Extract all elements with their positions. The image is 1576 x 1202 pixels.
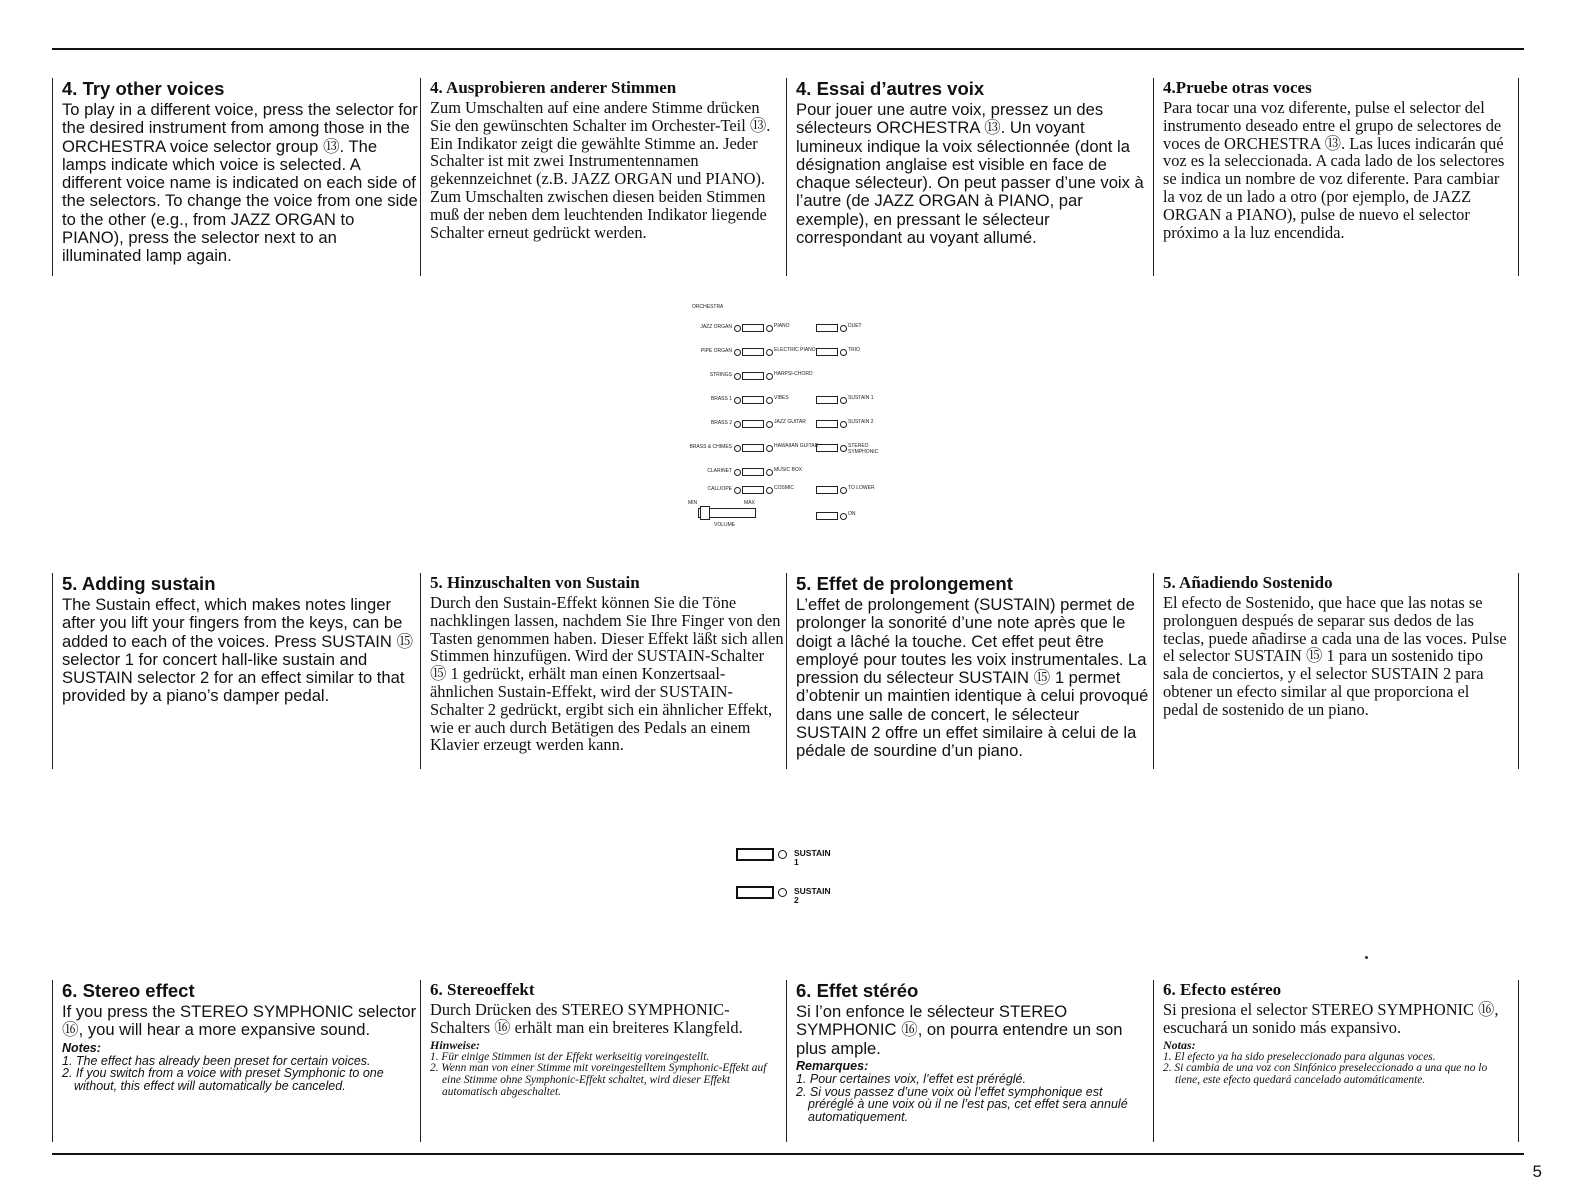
stereo-en-title: 6. Stereo effect: [62, 980, 195, 1001]
lamp-icon: [840, 349, 847, 356]
voice-selector: [742, 324, 764, 332]
stereo-es-notes-title: Notas:: [1163, 1037, 1196, 1052]
stereo-fr-notes-title: Remarques:: [796, 1058, 869, 1073]
voices-de-body: Zum Umschalten auf eine andere Stimme drücken Sie den gewünschten Schalter im Orchester-Teil ⑬. Ein Indikator zeigt die gewählte Stimme an. Jeder Schalter ist mit zwei Instrumentennamen gekennzeichnet (z.B. JAZZ ORGAN und PIANO). Zum Umschalten zwischen diesen beiden Stimmen muß der neben dem leuchtenden Indikator liegende Schalter erneut gedrückt werden.: [430, 98, 771, 242]
voices-fr: [786, 78, 1150, 276]
note-item: 2. If you switch from a voice with preset Symphonic to one without, this effect will automatically be canceled.: [62, 1066, 384, 1094]
sustain-1-switch: [736, 848, 774, 861]
panel-row: [680, 394, 900, 408]
panel-left-label: BRASS 2: [710, 420, 732, 426]
lamp-icon: [734, 469, 741, 476]
panel-left-label: CALLIOPE: [707, 486, 732, 492]
lamp-icon: [840, 487, 847, 494]
lamp-icon: [734, 397, 741, 404]
page-number: 5: [1532, 1162, 1542, 1181]
lamp-icon: [734, 487, 741, 494]
sustain-en-title: 5. Adding sustain: [62, 573, 216, 594]
panel-side-label: SUSTAIN 2: [848, 419, 874, 425]
lamp-icon: [734, 421, 741, 428]
lamp-icon: [734, 349, 741, 356]
volume-min-label: MIN: [688, 500, 698, 506]
voices-en: [52, 78, 418, 276]
stereo-en-notes: [62, 1055, 418, 1093]
lamp-icon: [840, 397, 847, 404]
lamp-icon: [840, 445, 847, 452]
side-selector: [816, 348, 838, 356]
panel-right-label: HARPSI-CHORD: [774, 371, 813, 377]
stereo-de-notes: [430, 1052, 784, 1099]
panel-row: [680, 484, 900, 498]
sustain-1-label: SUSTAIN 1: [794, 848, 831, 867]
voices-fr-body: Pour jouer une autre voix, pressez un des sélecteurs ORCHESTRA ⑬. Un voyant lumineux indique la voix sélectionnée (dont la désignation anglaise est visible en face de chaque sélecteur). On peut passer d’une voix à l’autre (de JAZZ ORGAN à PIANO, par exemple), en pressant le sélecteur correspondant au voyant allumé.: [796, 100, 1144, 248]
panel-right-label: MUSIC BOX: [774, 467, 803, 473]
stereo-en: [52, 980, 418, 1142]
panel-right-label: COSMIC: [774, 485, 794, 491]
stereo-fr-notes: [796, 1073, 1150, 1124]
note-item: 1. Für einige Stimmen ist der Effekt werkseitig voreingestellt.: [430, 1050, 710, 1063]
panel-left-label: JAZZ ORGAN: [700, 324, 732, 330]
power-row: [680, 510, 900, 524]
lamp-icon: [840, 513, 847, 520]
voices-de: [420, 78, 784, 276]
panel-row: [680, 322, 900, 336]
panel-row: [680, 418, 900, 432]
orchestra-panel-diagram: [680, 300, 900, 540]
note-item: 1. El efecto ya ha sido preseleccionado para algunas voces.: [1163, 1050, 1436, 1063]
sustain-es-body: El efecto de Sostenido, que hace que las notas se prolonguen después de separar sus dedos de las teclas, puede añadirse a cada una de las voces. Pulse el selector SUSTAIN ⑮ 1 para un sostenido tipo sala de conciertos, y el selector SUSTAIN 2 para obtener un efecto similar al que proporciona el pedal de sostenido de un piano.: [1163, 593, 1507, 719]
volume-max-label: MAX: [744, 500, 755, 506]
voice-selector: [742, 420, 764, 428]
voices-es: [1153, 78, 1519, 276]
stereo-de-notes-title: Hinweise:: [430, 1037, 480, 1052]
lamp-icon: [734, 373, 741, 380]
voices-en-body: To play in a different voice, press the selector for the desired instrument from among those in the ORCHESTRA voice selector group ⑬. The lamps indicate which voice is selected. A different voice name is indicated on each side of the selectors. To change the voice from one side to the other (e.g., from JAZZ ORGAN to PIANO), press the selector next to an illuminated lamp again.: [62, 100, 418, 266]
sustain-de-body: Durch den Sustain-Effekt können Sie die Töne nachklingen lassen, nachdem Sie Ihre Finger von den Tasten genommen haben. Dieser Effekt läßt sich allen Stimmen hinzufügen. Wird der SUSTAIN-Schalter ⑮ 1 gedrückt, erhält man einen Konzertsaal-ähnlichen Sustain-Effekt, wird der SUSTAIN-Schalter 2 gedrückt, ergibt sich ein ähnlicher Effekt, wie er auch durch Betätigen des Pedals an einem Klavier erzeugt werden kann.: [430, 593, 784, 755]
voices-en-title: 4. Try other voices: [62, 78, 225, 99]
sustain-2-label: SUSTAIN 2: [794, 886, 831, 905]
side-selector: [816, 444, 838, 452]
lamp-icon: [766, 349, 773, 356]
sustain-es-title: 5. Añadiendo Sostenido: [1163, 573, 1333, 592]
panel-left-label: PIPE ORGAN: [700, 348, 732, 354]
panel-side-label: DUET: [848, 323, 862, 329]
voices-es-body: Para tocar una voz diferente, pulse el selector del instrumento deseado entre el grupo de selectores de voces de ORCHESTRA ⑬. Las luces indicarán qué voz es la seleccionada. A cada lado de los selectores se indica un nombre de voz diferente. Para cambiar la voz de un lado a otro (por ejemplo, de JAZZ ORGAN a PIANO), pulse de nuevo el selector próximo a la luz encendida.: [1163, 98, 1505, 242]
sustain-de: [420, 573, 784, 769]
voice-selector: [742, 468, 764, 476]
voices-es-title: 4.Pruebe otras voces: [1163, 78, 1312, 97]
sustain-fr: [786, 573, 1150, 769]
power-switch: [816, 512, 838, 520]
note-item: 2. Si cambia de una voz con Sinfónico preseleccionado a una que no lo tiene, este efecto quedará cancelado automáticamente.: [1163, 1062, 1488, 1087]
stereo-de: [420, 980, 784, 1142]
voice-selector: [742, 372, 764, 380]
side-selector: [816, 396, 838, 404]
stereo-fr-title: 6. Effet stéréo: [796, 980, 919, 1001]
lamp-icon: [766, 487, 773, 494]
power-label: ON: [848, 511, 856, 517]
panel-left-label: BRASS 1: [710, 396, 732, 402]
sustain-en: [52, 573, 418, 769]
panel-row: [680, 442, 900, 456]
stereo-es-notes: [1163, 1052, 1508, 1087]
sustain-de-title: 5. Hinzuschalten von Sustain: [430, 573, 640, 592]
panel-side-label: STEREO SYMPHONIC: [848, 443, 879, 455]
note-item: 1. Pour certaines voix, l’effet est préréglé.: [796, 1071, 1026, 1086]
sustain-fr-title: 5. Effet de prolongement: [796, 573, 1013, 594]
panel-right-label: JAZZ GUITAR: [774, 419, 806, 425]
voice-selector: [742, 444, 764, 452]
panel-right-label: VIBES: [774, 395, 789, 401]
lamp-icon: [778, 888, 787, 897]
lamp-icon: [766, 469, 773, 476]
orchestra-title: ORCHESTRA: [692, 304, 724, 310]
panel-right-label: ELECTRIC PIANO: [774, 347, 816, 353]
panel-left-label: CLARINET: [707, 468, 732, 474]
voice-selector: [742, 486, 764, 494]
sustain-fr-body: L’effet de prolongement (SUSTAIN) permet de prolonger la sonorité d’une note après que le doigt a lâché la touche. Cet effet peut être employé pour toutes les voix instrumentales. La pression du sélecteur SUSTAIN ⑮ 1 permet d’obtenir un maintien identique à celui provoqué dans une salle de concert, le sélecteur SUSTAIN 2 offre un effet similaire à celui de la pédale de sourdine d’un piano.: [796, 595, 1149, 761]
panel-right-label: HAWAIIAN GUITAR: [774, 443, 819, 449]
side-selector: [816, 324, 838, 332]
lamp-icon: [766, 421, 773, 428]
voices-fr-title: 4. Essai d’autres voix: [796, 78, 985, 99]
note-item: 2. Si vous passez d’une voix où l’effet symphonique est préréglé à une voix où il ne l’est pas, cet effet sera annulé automatiquement.: [796, 1084, 1128, 1125]
sustain-en-body: The Sustain effect, which makes notes linger after you lift your fingers from the keys, can be added to each of the voices. Press SUSTAIN ⑮ selector 1 for concert hall-like sustain and SUSTAIN selector 2 for an effect similar to that provided by a piano’s damper pedal.: [62, 595, 414, 706]
panel-row: [680, 370, 900, 384]
panel-row: [680, 466, 900, 480]
stereo-de-title: 6. Stereoeffekt: [430, 980, 535, 999]
note-item: 2. Wenn man von einer Stimme mit voreingestelltem Symphonic-Effekt auf eine Stimme ohne Symphonic-Effekt schaltet, wird dieser Effekt automatisch abgeschaltet.: [430, 1062, 767, 1098]
stray-mark: [1365, 956, 1368, 959]
lamp-icon: [766, 325, 773, 332]
note-item: 1. The effect has already been preset for certain voices.: [62, 1053, 371, 1068]
lamp-icon: [734, 325, 741, 332]
stereo-en-body: If you press the STEREO SYMPHONIC selector ⑯, you will hear a more expansive sound.: [62, 1002, 417, 1040]
side-selector: [816, 420, 838, 428]
panel-left-label: BRASS & CHIMES: [689, 444, 732, 450]
lamp-icon: [840, 325, 847, 332]
panel-side-label: TRIO: [848, 347, 860, 353]
lamp-icon: [734, 445, 741, 452]
panel-side-label: SUSTAIN 1: [848, 395, 874, 401]
panel-right-label: PIANO: [774, 323, 790, 329]
voices-de-title: 4. Ausprobieren anderer Stimmen: [430, 78, 677, 97]
stereo-es-body: Si presiona el selector STEREO SYMPHONIC ⑯, escuchará un sonido más expansivo.: [1163, 1000, 1499, 1037]
voice-selector: [742, 348, 764, 356]
voice-selector: [742, 396, 764, 404]
stereo-de-body: Durch Drücken des STEREO SYMPHONIC-Schalters ⑯ erhält man ein breiteres Klangfeld.: [430, 1000, 743, 1037]
lamp-icon: [766, 373, 773, 380]
bottom-rule: [52, 1153, 1524, 1155]
stereo-es-title: 6. Efecto estéreo: [1163, 980, 1282, 999]
stereo-en-notes-title: Notes:: [62, 1040, 101, 1055]
lamp-icon: [840, 421, 847, 428]
panel-side-label: TO LOWER: [848, 485, 875, 491]
volume-label: VOLUME: [714, 522, 736, 528]
sustain-2-switch: [736, 886, 774, 899]
top-rule: [52, 48, 1524, 50]
sustain-es: [1153, 573, 1519, 769]
panel-left-label: STRINGS: [709, 372, 732, 378]
lamp-icon: [778, 850, 787, 859]
panel-row: [680, 346, 900, 360]
stereo-fr: [786, 980, 1150, 1142]
lamp-icon: [766, 397, 773, 404]
stereo-es: [1153, 980, 1519, 1142]
lamp-icon: [766, 445, 773, 452]
side-selector: [816, 486, 838, 494]
stereo-fr-body: Si l’on enfonce le sélecteur STEREO SYMPHONIC ⑯, on pourra entendre un son plus ample.: [796, 1002, 1123, 1058]
